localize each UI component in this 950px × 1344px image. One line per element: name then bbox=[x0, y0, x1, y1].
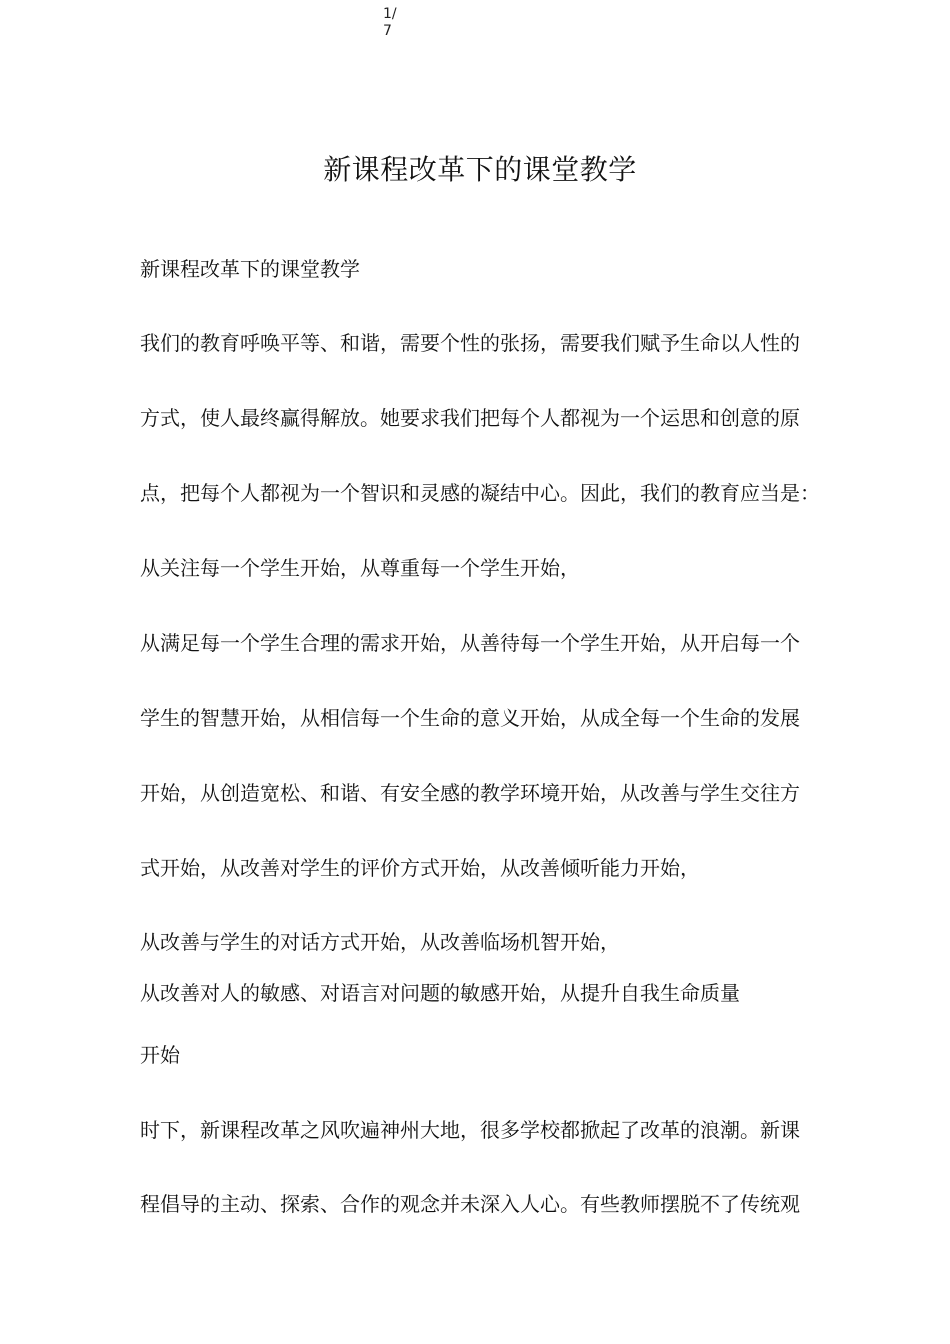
body-line: 从改善对人的敏感、对语言对问题的敏感开始，从提升自我生命质量 bbox=[140, 981, 740, 1005]
document-title: 新课程改革下的课堂教学 bbox=[323, 153, 637, 186]
body-line: 我们的教育呼唤平等、和谐，需要个性的张扬，需要我们赋予生命以人性的 bbox=[140, 331, 800, 355]
page-indicator-current: 1/ bbox=[383, 6, 397, 22]
body-line: 学生的智慧开始，从相信每一个生命的意义开始，从成全每一个生命的发展 bbox=[140, 706, 800, 730]
body-line: 从关注每一个学生开始，从尊重每一个学生开始， bbox=[140, 556, 580, 580]
body-line: 时下，新课程改革之风吹遍神州大地，很多学校都掀起了改革的浪潮。新课 bbox=[140, 1118, 800, 1142]
page-indicator-total: 7 bbox=[383, 23, 392, 39]
subtitle-line: 新课程改革下的课堂教学 bbox=[140, 257, 360, 281]
body-line: 开始，从创造宽松、和谐、有安全感的教学环境开始，从改善与学生交往方 bbox=[140, 781, 800, 805]
body-line: 从改善与学生的对话方式开始，从改善临场机智开始， bbox=[140, 930, 620, 954]
body-line: 式开始，从改善对学生的评价方式开始，从改善倾听能力开始， bbox=[140, 856, 700, 880]
body-line: 从满足每一个学生合理的需求开始，从善待每一个学生开始，从开启每一个 bbox=[140, 631, 800, 655]
body-line: 程倡导的主动、探索、合作的观念并未深入人心。有些教师摆脱不了传统观 bbox=[140, 1192, 800, 1216]
body-line: 方式，使人最终赢得解放。她要求我们把每个人都视为一个运思和创意的原 bbox=[140, 406, 800, 430]
page-indicator bbox=[383, 6, 403, 40]
body-line: 开始 bbox=[140, 1043, 180, 1067]
body-line: 点，把每个人都视为一个智识和灵感的凝结中心。因此，我们的教育应当是： bbox=[140, 481, 820, 505]
